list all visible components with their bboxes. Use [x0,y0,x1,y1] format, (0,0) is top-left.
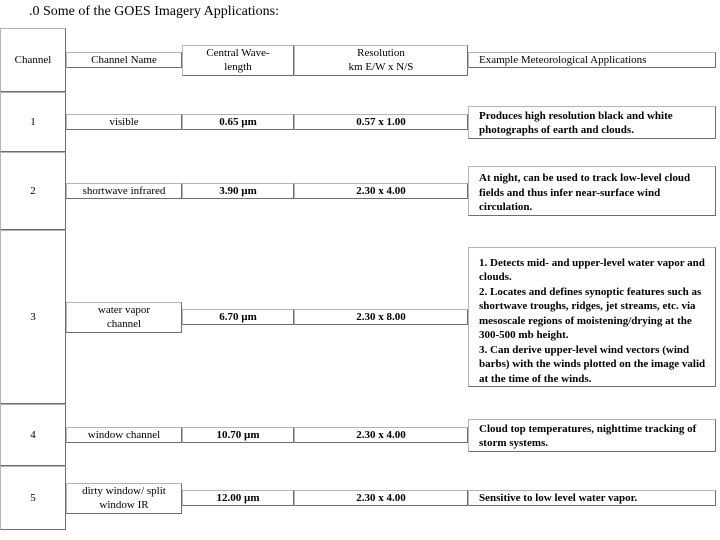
table-row [0,404,716,466]
cell-application [468,166,716,216]
cell-channel-name: dirty window/ split window IR [66,483,182,514]
cell-resolution: 2.30 x 4.00 [294,183,468,200]
cell-wavelength: 0.65 µm [182,114,294,131]
header-resolution-line2: km E/W x N/S [348,61,414,73]
application-text: 1. Detects mid- and upper-level water vapor and clouds. 2. Locates and defines synoptic features such as shortwave troughs, ridges, jet streams, etc. via mesoscale regions of moistening/drying at the 300-500 mb height. 3. Can derive upper-level wind vectors (wind barbs) with the winds plotted on the image valid at the time of the winds. [479,256,706,385]
cell-channel-name: shortwave infrared [66,183,182,200]
application-text: Sensitive to low level water vapor. [479,491,638,504]
header-row [0,28,716,92]
cell-resolution: 2.30 x 8.00 [294,309,468,326]
cell-application [468,106,716,139]
cell-wavelength: 10.70 µm [182,427,294,444]
header-channel-name: Channel Name [66,52,182,69]
cell-channel: 2 [0,152,66,230]
cell-channel-name: visible [66,114,182,131]
cell-wavelength: 6.70 µm [182,309,294,326]
cell-wavelength: 3.90 µm [182,183,294,200]
cell-channel: 5 [0,466,66,530]
header-applications: Example Meteorological Applications [468,52,716,69]
table-row [0,230,716,404]
header-resolution [294,45,468,76]
cell-resolution: 0.57 x 1.00 [294,114,468,131]
cell-channel-name: window channel [66,427,182,444]
cell-channel-name: water vapor channel [66,302,182,333]
table-row [0,466,716,530]
header-channel: Channel [0,28,66,92]
cell-resolution: 2.30 x 4.00 [294,490,468,507]
page-title: .0 Some of the GOES Imagery Applications: [29,4,280,19]
table-row [0,152,716,230]
application-text: Produces high resolution black and white photographs of earth and clouds. [479,109,673,136]
application-text: At night, can be used to track low-level cloud fields and thus infer near-surface wind circulation. [479,172,691,214]
cell-resolution: 2.30 x 4.00 [294,427,468,444]
header-wavelength-line2: length [224,61,252,73]
cell-application [468,247,716,388]
cell-channel: 3 [0,230,66,404]
application-text: Cloud top temperatures, nighttime tracking of storm systems. [479,422,697,449]
cell-channel: 4 [0,404,66,466]
cell-channel: 1 [0,92,66,152]
cell-application [468,490,716,507]
header-resolution-line1: Resolution [357,46,405,59]
cell-wavelength: 12.00 µm [182,490,294,507]
goes-imagery-table [0,28,716,530]
cell-application [468,419,716,452]
header-central-wavelength [182,45,294,76]
header-wavelength-line1: Central Wave- [206,46,270,59]
table-row [0,92,716,152]
